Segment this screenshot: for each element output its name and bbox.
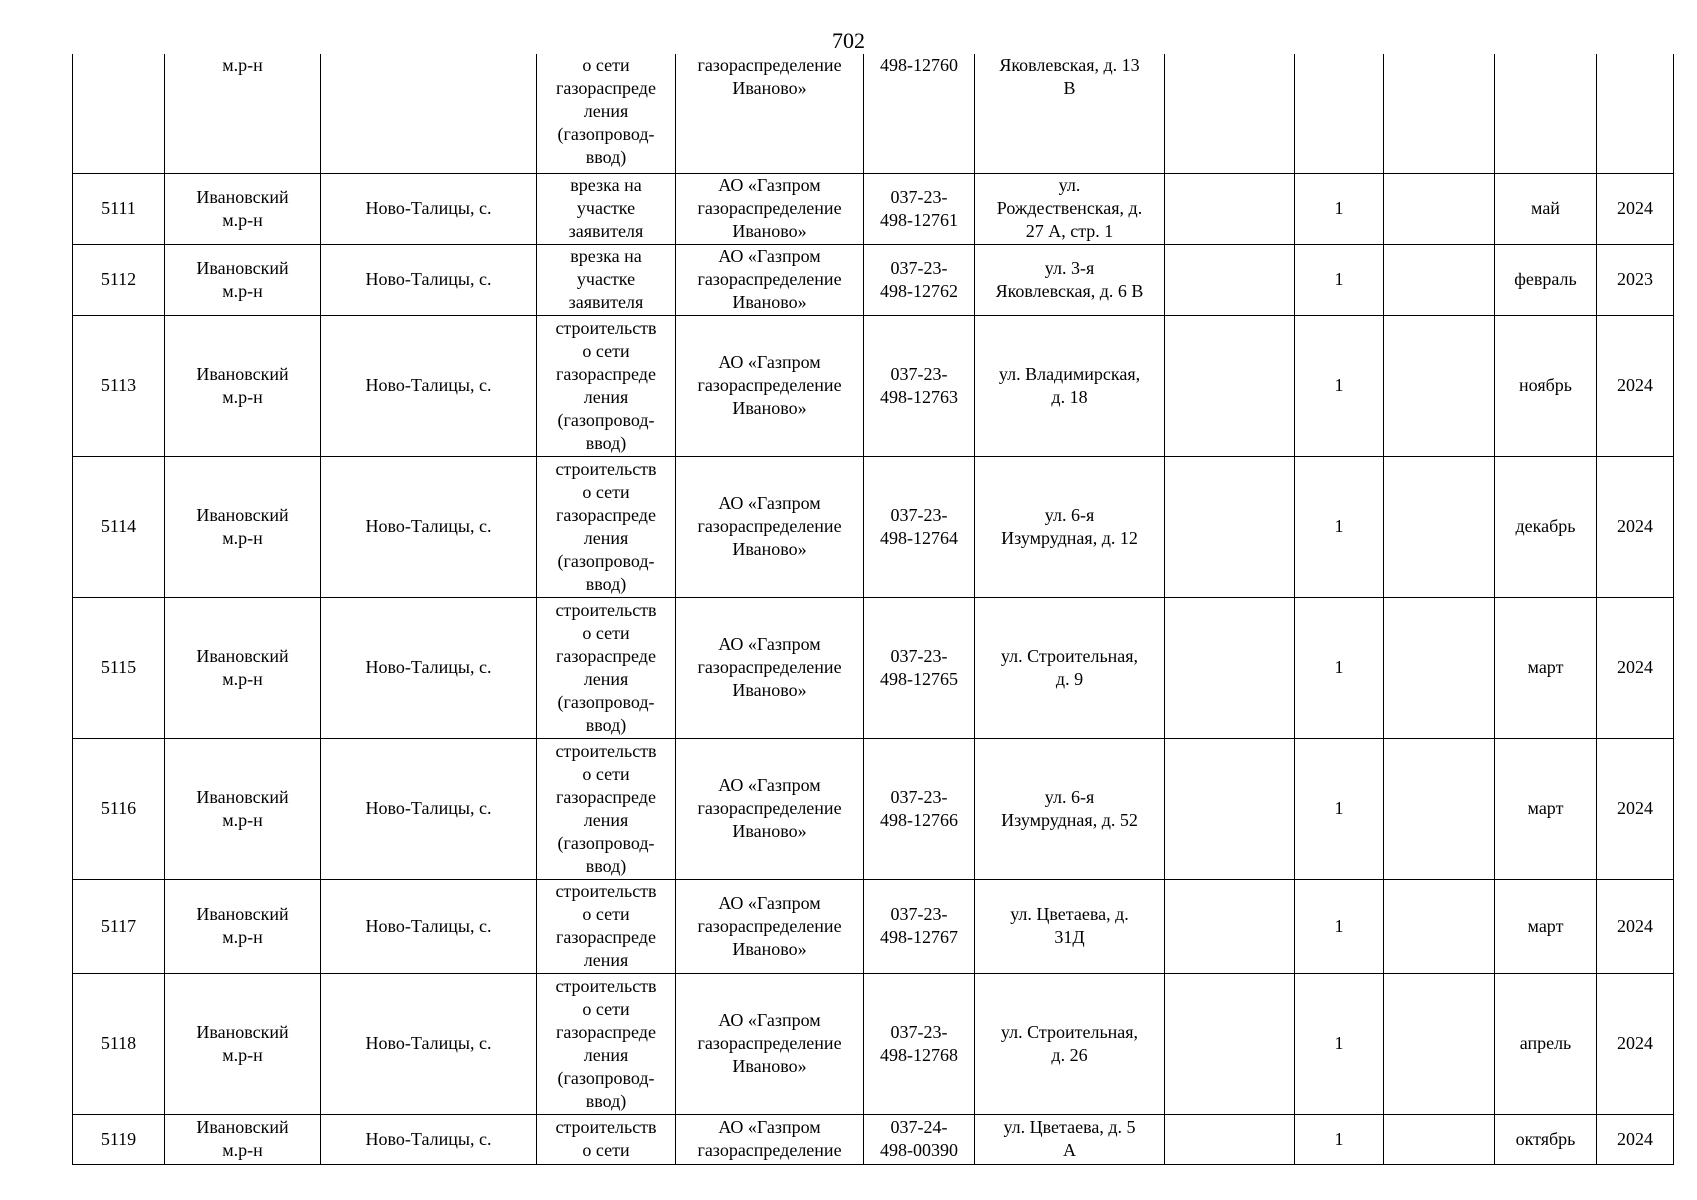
cell-id <box>73 54 165 173</box>
cell-month <box>1495 54 1597 173</box>
table-row <box>73 597 1674 738</box>
cell-number: 037-23- 498-12767 <box>864 879 975 973</box>
cell-locality <box>321 54 537 173</box>
cell-org: АО «Газпром газораспределение Иваново» <box>676 456 864 597</box>
cell-count: 1 <box>1295 597 1384 738</box>
cell-district: Ивановский м.р-н <box>165 315 321 456</box>
cell-empty-2 <box>1384 879 1495 973</box>
cell-empty-2 <box>1384 973 1495 1114</box>
cell-address: ул. Строительная, д. 9 <box>975 597 1165 738</box>
cell-address: ул. 6-я Изумрудная, д. 52 <box>975 738 1165 879</box>
cell-number: 037-23- 498-12764 <box>864 456 975 597</box>
cell-empty <box>1165 1114 1295 1164</box>
cell-empty <box>1165 597 1295 738</box>
cell-month: февраль <box>1495 244 1597 315</box>
cell-number: 037-23- 498-12765 <box>864 597 975 738</box>
cell-district: Ивановский м.р-н <box>165 244 321 315</box>
cell-empty <box>1165 173 1295 244</box>
cell-empty-2 <box>1384 456 1495 597</box>
cell-org: АО «Газпром газораспределение Иваново» <box>676 738 864 879</box>
cell-org: АО «Газпром газораспределение Иваново» <box>676 973 864 1114</box>
cell-year: 2024 <box>1597 456 1674 597</box>
cell-count: 1 <box>1295 738 1384 879</box>
cell-month: декабрь <box>1495 456 1597 597</box>
cell-locality: Ново-Талицы, с. <box>321 1114 537 1164</box>
cell-count: 1 <box>1295 315 1384 456</box>
cell-id: 5113 <box>73 315 165 456</box>
cell-locality: Ново-Талицы, с. <box>321 738 537 879</box>
cell-district: Ивановский м.р-н <box>165 597 321 738</box>
cell-type: строительств о сети газораспреде ления (газопровод- ввод) <box>537 597 676 738</box>
cell-count: 1 <box>1295 879 1384 973</box>
cell-count: 1 <box>1295 173 1384 244</box>
cell-type: о сети газораспреде ления (газопровод- ввод) <box>537 54 676 173</box>
cell-district: Ивановский м.р-н <box>165 879 321 973</box>
cell-id: 5114 <box>73 456 165 597</box>
cell-locality: Ново-Талицы, с. <box>321 244 537 315</box>
cell-month: ноябрь <box>1495 315 1597 456</box>
table-row-continued <box>73 54 1674 173</box>
cell-number: 037-23- 498-12763 <box>864 315 975 456</box>
cell-type: строительств о сети газораспреде ления <box>537 879 676 973</box>
table-row <box>73 738 1674 879</box>
registry-table-container <box>72 54 1673 1163</box>
cell-district: м.р-н <box>165 54 321 173</box>
registry-table <box>72 54 1674 1165</box>
cell-month: март <box>1495 879 1597 973</box>
cell-empty-2 <box>1384 244 1495 315</box>
cell-empty-2 <box>1384 54 1495 173</box>
cell-district: Ивановский м.р-н <box>165 973 321 1114</box>
cell-count: 1 <box>1295 973 1384 1114</box>
cell-count <box>1295 54 1384 173</box>
cell-address: ул. Цветаева, д. 31Д <box>975 879 1165 973</box>
table-row <box>73 879 1674 973</box>
table-body <box>73 54 1674 1164</box>
cell-number: 037-23- 498-12766 <box>864 738 975 879</box>
cell-locality: Ново-Талицы, с. <box>321 315 537 456</box>
table-row <box>73 244 1674 315</box>
cell-number: 037-24- 498-00390 <box>864 1114 975 1164</box>
cell-year: 2024 <box>1597 597 1674 738</box>
cell-district: Ивановский м.р-н <box>165 456 321 597</box>
cell-year: 2024 <box>1597 879 1674 973</box>
cell-address: ул. Цветаева, д. 5 А <box>975 1114 1165 1164</box>
cell-year: 2024 <box>1597 315 1674 456</box>
cell-year: 2024 <box>1597 1114 1674 1164</box>
cell-address: ул. 6-я Изумрудная, д. 12 <box>975 456 1165 597</box>
cell-empty-2 <box>1384 173 1495 244</box>
cell-id: 5119 <box>73 1114 165 1164</box>
cell-org: газораспределение Иваново» <box>676 54 864 173</box>
cell-empty <box>1165 244 1295 315</box>
cell-type: строительств о сети газораспреде ления (газопровод- ввод) <box>537 738 676 879</box>
cell-empty-2 <box>1384 1114 1495 1164</box>
cell-id: 5116 <box>73 738 165 879</box>
cell-month: март <box>1495 738 1597 879</box>
cell-year: 2023 <box>1597 244 1674 315</box>
cell-year: 2024 <box>1597 738 1674 879</box>
table-row <box>73 456 1674 597</box>
cell-empty-2 <box>1384 315 1495 456</box>
cell-id: 5117 <box>73 879 165 973</box>
table-row <box>73 173 1674 244</box>
cell-number: 037-23- 498-12768 <box>864 973 975 1114</box>
cell-org: АО «Газпром газораспределение <box>676 1114 864 1164</box>
cell-id: 5118 <box>73 973 165 1114</box>
cell-locality: Ново-Талицы, с. <box>321 173 537 244</box>
cell-type: строительств о сети <box>537 1114 676 1164</box>
cell-type: врезка на участке заявителя <box>537 244 676 315</box>
cell-district: Ивановский м.р-н <box>165 173 321 244</box>
cell-year: 2024 <box>1597 973 1674 1114</box>
cell-id: 5115 <box>73 597 165 738</box>
cell-org: АО «Газпром газораспределение Иваново» <box>676 597 864 738</box>
cell-empty <box>1165 973 1295 1114</box>
cell-count: 1 <box>1295 244 1384 315</box>
cell-month: май <box>1495 173 1597 244</box>
cell-number: 498-12760 <box>864 54 975 173</box>
table-row <box>73 315 1674 456</box>
cell-month: март <box>1495 597 1597 738</box>
cell-locality: Ново-Талицы, с. <box>321 597 537 738</box>
cell-locality: Ново-Талицы, с. <box>321 973 537 1114</box>
cell-district: Ивановский м.р-н <box>165 1114 321 1164</box>
cell-year: 2024 <box>1597 173 1674 244</box>
cell-type: строительств о сети газораспреде ления (газопровод- ввод) <box>537 456 676 597</box>
cell-address: ул. Строительная, д. 26 <box>975 973 1165 1114</box>
cell-empty-2 <box>1384 597 1495 738</box>
cell-month: октябрь <box>1495 1114 1597 1164</box>
cell-empty <box>1165 879 1295 973</box>
cell-number: 037-23- 498-12761 <box>864 173 975 244</box>
cell-address: ул. Рождественская, д. 27 А, стр. 1 <box>975 173 1165 244</box>
cell-number: 037-23- 498-12762 <box>864 244 975 315</box>
cell-empty <box>1165 456 1295 597</box>
cell-month: апрель <box>1495 973 1597 1114</box>
cell-address: Яковлевская, д. 13 В <box>975 54 1165 173</box>
cell-empty-2 <box>1384 738 1495 879</box>
cell-id: 5111 <box>73 173 165 244</box>
table-row <box>73 973 1674 1114</box>
cell-locality: Ново-Талицы, с. <box>321 456 537 597</box>
cell-type: врезка на участке заявителя <box>537 173 676 244</box>
cell-address: ул. 3-я Яковлевская, д. 6 В <box>975 244 1165 315</box>
cell-address: ул. Владимирская, д. 18 <box>975 315 1165 456</box>
cell-locality: Ново-Талицы, с. <box>321 879 537 973</box>
cell-year <box>1597 54 1674 173</box>
cell-org: АО «Газпром газораспределение Иваново» <box>676 879 864 973</box>
cell-type: строительств о сети газораспреде ления (газопровод- ввод) <box>537 315 676 456</box>
cell-org: АО «Газпром газораспределение Иваново» <box>676 244 864 315</box>
cell-id: 5112 <box>73 244 165 315</box>
page-number: 702 <box>832 28 865 53</box>
cell-district: Ивановский м.р-н <box>165 738 321 879</box>
cell-count: 1 <box>1295 1114 1384 1164</box>
cell-empty <box>1165 738 1295 879</box>
table-row <box>73 1114 1674 1164</box>
cell-type: строительств о сети газораспреде ления (газопровод- ввод) <box>537 973 676 1114</box>
cell-count: 1 <box>1295 456 1384 597</box>
cell-org: АО «Газпром газораспределение Иваново» <box>676 315 864 456</box>
cell-empty <box>1165 315 1295 456</box>
cell-org: АО «Газпром газораспределение Иваново» <box>676 173 864 244</box>
cell-empty <box>1165 54 1295 173</box>
